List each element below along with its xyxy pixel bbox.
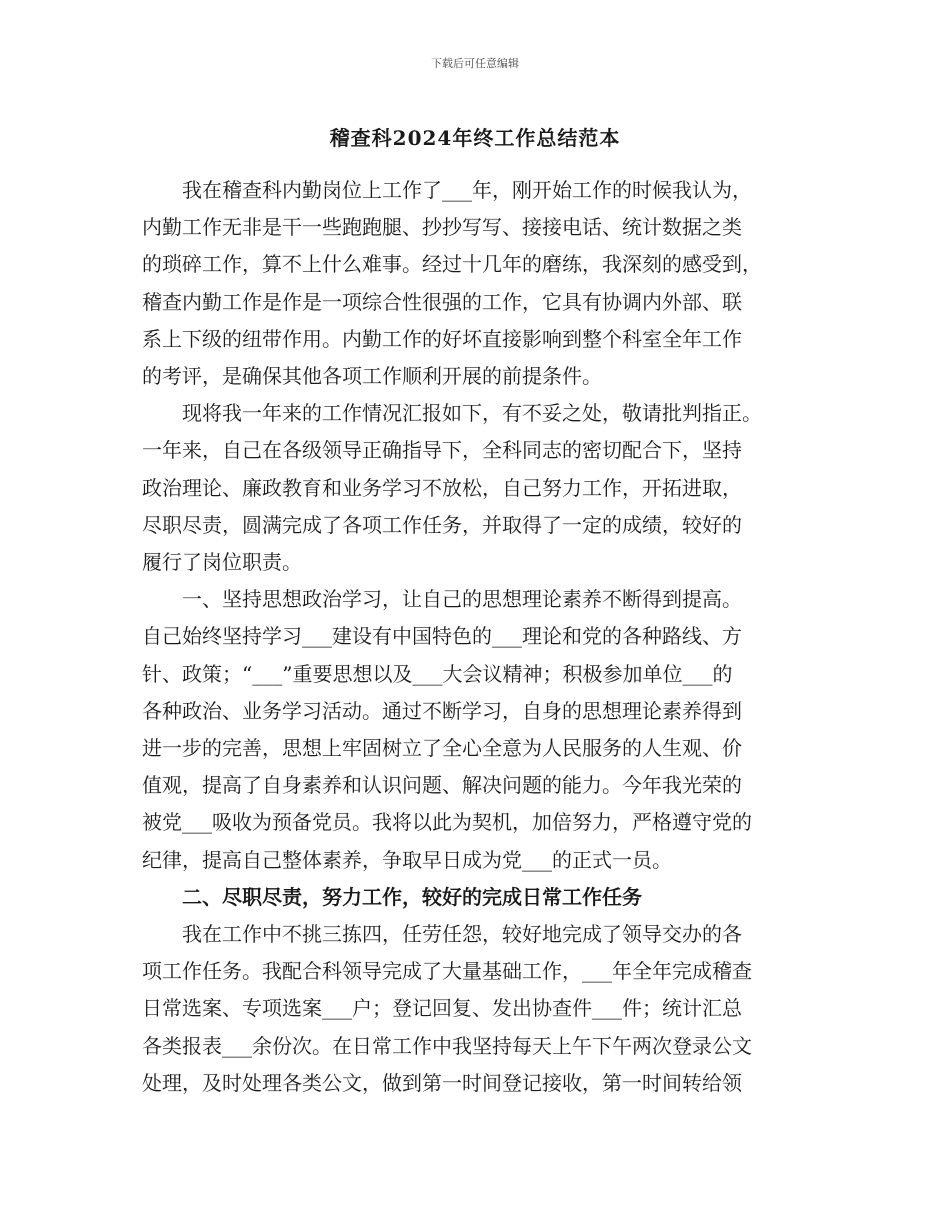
text-line: 的琐碎工作，算不上什么难事。经过十几年的磨练，我深刻的感受到， <box>142 252 762 277</box>
paragraph <box>142 581 812 879</box>
text-line: 各种政治、业务学习活动。通过不断学习，自身的思想理论素养得到 <box>142 698 742 723</box>
text-line: 一、坚持思想政治学习，让自己的思想理论素养不断得到提高。 <box>182 587 742 612</box>
text-line: 内勤工作无非是干一些跑跑腿、抄抄写写、接接电话、统计数据之类 <box>142 215 742 240</box>
text-line: 现将我一年来的工作情况汇报如下，有不妥之处，敬请批判指正。 <box>182 401 762 426</box>
text-line: 履行了岗位职责。 <box>142 550 302 575</box>
text-line: 一年来，自己在各级领导正确指导下，全科同志的密切配合下，坚持 <box>142 438 742 463</box>
text-line: 我在稽查科内勤岗位上工作了___年，刚开始工作的时候我认为， <box>182 178 752 202</box>
text-line: 尽职尽责，圆满完成了各项工作任务，并取得了一定的成绩，较好的 <box>142 512 742 537</box>
text-line: 纪律，提高自己整体素养，争取早日成为党___的正式一员。 <box>142 847 672 872</box>
document-title: 稽查科2024年终工作总结范本 <box>329 126 621 150</box>
text-line: 二、尽职尽责，努力工作，较好的完成日常工作任务 <box>182 884 642 909</box>
text-line: 系上下级的纽带作用。内勤工作的好坏直接影响到整个科室全年工作 <box>142 326 742 351</box>
text-line: 值观，提高了自身素养和认识问题、解决问题的能力。今年我光荣的 <box>142 773 742 798</box>
text-line: 稽查内勤工作是作是一项综合性很强的工作，它具有协调内外部、联 <box>142 289 742 314</box>
text-line: 日常选案、专项选案___户；登记回复、发出协查件___件；统计汇总 <box>142 996 742 1021</box>
document-body <box>142 172 812 1102</box>
text-line: 我在工作中不挑三拣四，任劳任怨，较好地完成了领导交办的各 <box>182 922 742 947</box>
paragraph <box>142 916 812 1102</box>
header-note: 下载后可任意编辑 <box>431 57 519 70</box>
text-line: 被党___吸收为预备党员。我将以此为契机，加倍努力，严格遵守党的 <box>142 810 752 835</box>
text-line: 处理，及时处理各类公文，做到第一时间登记接收，第一时间转给领 <box>142 1070 742 1095</box>
paragraph <box>142 172 812 395</box>
section-heading <box>142 879 812 916</box>
text-line: 进一步的完善，思想上牢固树立了全心全意为人民服务的人生观、价 <box>142 736 742 761</box>
text-line: 自己始终坚持学习___建设有中国特色的___理论和党的各种路线、方 <box>142 624 742 649</box>
text-line: 项工作任务。我配合科领导完成了大量基础工作，___年全年完成稽查 <box>142 959 752 984</box>
text-line: 针、政策；“___”重要思想以及___大会议精神；积极参加单位___的 <box>142 661 733 686</box>
text-line: 政治理论、廉政教育和业务学习不放松，自己努力工作，开拓进取， <box>142 475 742 500</box>
text-line: 各类报表___余份次。在日常工作中我坚持每天上午下午两次登录公文 <box>142 1033 752 1058</box>
text-line: 的考评，是确保其他各项工作顺利开展的前提条件。 <box>142 364 602 389</box>
paragraph <box>142 395 812 581</box>
